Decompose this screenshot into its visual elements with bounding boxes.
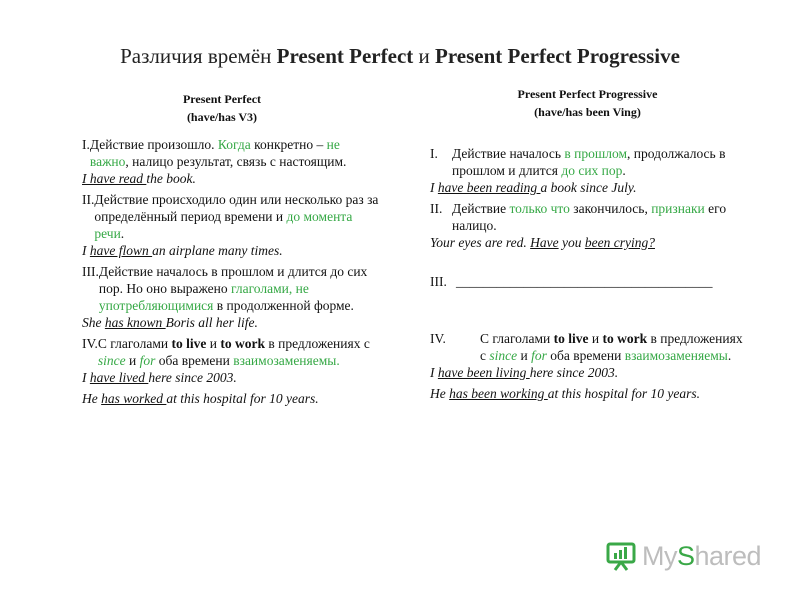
title-prefix: Различия времён <box>120 44 277 68</box>
example-sentence: I have flown an airplane many times. <box>82 243 283 258</box>
myshared-logo <box>606 538 766 574</box>
highlight: глаголами, не употребляющимися <box>98 281 309 313</box>
example-sentence: He has been working at this hospital for 10 years. <box>430 386 701 401</box>
rule-item <box>82 136 382 170</box>
rule-text: Действие началось в прошлом, продолжалось в прошлом и длится до сих пор. <box>452 146 726 178</box>
heading-formula: (have/has V3) <box>186 110 258 124</box>
rule-text: Действие началось в прошлом и длится до сих пор. Но оно выражено глаголами, не употребляющимися в продолженной форме. <box>98 264 368 313</box>
title-conjunction: и <box>413 44 436 68</box>
highlight: до момента речи <box>94 209 353 241</box>
present-perfect-column <box>82 90 382 411</box>
rule-item <box>82 191 382 242</box>
present-perfect-heading <box>82 90 382 126</box>
rule-text: Действие происходило один или несколько раз за определённый период времени и до момента речи. <box>94 192 379 241</box>
rule-number: IV. <box>430 331 446 346</box>
rule-item <box>82 263 382 314</box>
rule-item <box>430 145 745 179</box>
slide-title <box>0 44 800 69</box>
title-tense-2: Present Perfect Progressive <box>435 44 680 68</box>
rule-number: III. <box>430 274 447 289</box>
highlight: до сих пор <box>561 163 623 178</box>
blank-line: ______________________________________ <box>456 274 713 289</box>
example-sentence: I have lived here since 2003. <box>82 370 237 385</box>
present-perfect-progressive-column <box>430 85 745 406</box>
rule-text: Действие только что закончилось, признаки его налицо. <box>452 201 727 233</box>
heading-name: Present Perfect Progressive <box>517 87 658 101</box>
example-sentence: I have been living here since 2003. <box>430 365 619 380</box>
presentation-board-icon <box>606 541 636 571</box>
rule-number: III. <box>82 264 99 279</box>
heading-name: Present Perfect <box>182 92 262 106</box>
rule-number: II. <box>430 201 443 216</box>
highlight: в прошлом <box>564 146 628 161</box>
example-sentence: She has known Boris all her life. <box>82 315 258 330</box>
present-perfect-progressive-heading <box>430 85 745 121</box>
rule-item <box>430 200 745 234</box>
title-tense-1: Present Perfect <box>276 44 414 68</box>
rule-item <box>82 335 382 369</box>
rule-item <box>430 273 745 290</box>
highlight: только что <box>509 201 570 216</box>
heading-formula: (have/has been Ving) <box>534 105 641 119</box>
example-sentence: I have read the book. <box>82 171 196 186</box>
highlight: не важно <box>89 137 340 169</box>
highlight: признаки <box>651 201 705 216</box>
rule-number: I. <box>430 146 438 161</box>
rule-item <box>430 330 745 364</box>
logo-wordmark: MyShared <box>642 540 762 571</box>
highlight: Когда <box>217 137 251 152</box>
rule-number: I. <box>82 137 90 152</box>
example-sentence: I have been reading a book since July. <box>430 180 637 195</box>
example-sentence: Your eyes are red. Have you been crying? <box>430 235 655 250</box>
rule-number: II. <box>82 192 95 207</box>
rule-text: С глаголами to live и to work в предложениях с since и for оба времени взаимозаменяемы. <box>97 336 370 368</box>
rule-text: Действие произошло. Когда конкретно – не важно, налицо результат, связь с настоящим. <box>89 137 347 169</box>
rule-text: С глаголами to live и to work в предложениях с since и for оба времени взаимозаменяемы. <box>480 331 743 363</box>
example-sentence: He has worked at this hospital for 10 years. <box>82 391 319 406</box>
rule-number: IV. <box>82 336 98 351</box>
